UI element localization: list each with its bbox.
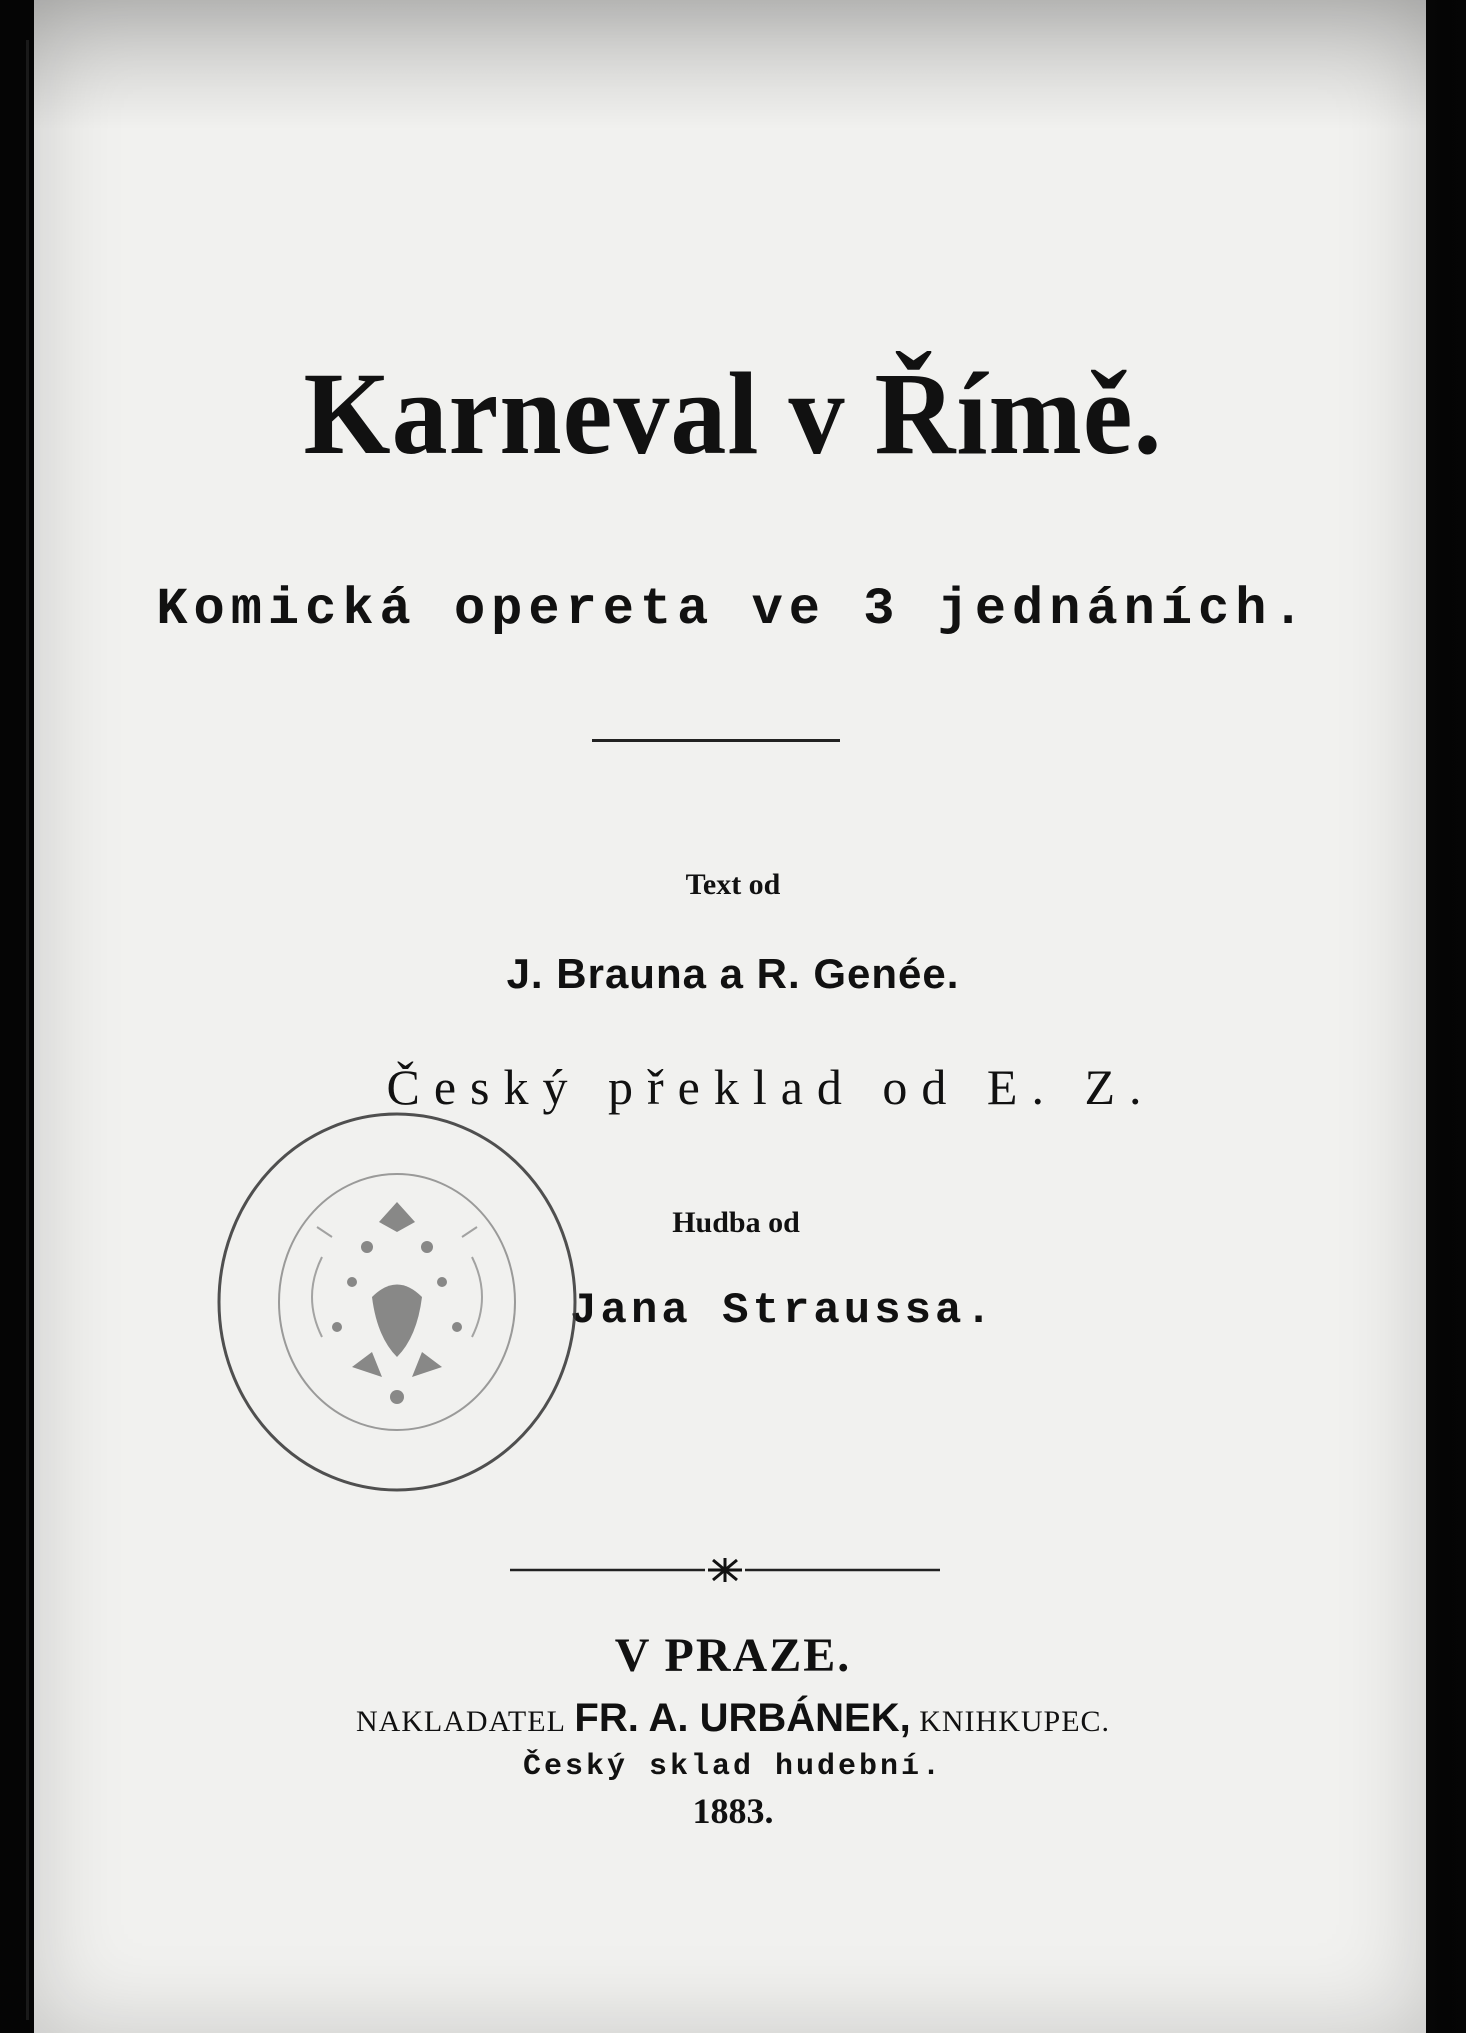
publisher-prefix: NAKLADATEL	[355, 1705, 566, 1738]
publisher-name: FR. A. URBÁNEK,	[574, 1696, 911, 1740]
translation-credit: Český překlad od E. Z.	[386, 1059, 1156, 1115]
book-subtitle: Komická opereta ve 3 jednáních.	[156, 580, 1310, 639]
book-title: Karneval v Římě.	[303, 348, 1163, 480]
music-store: Český sklad hudební.	[522, 1750, 944, 1784]
page-shadow-top	[34, 0, 1426, 130]
music-by-label: Hudba od	[672, 1206, 800, 1239]
composer: Jana Straussa.	[570, 1286, 996, 1336]
text-by-label: Text od	[685, 868, 781, 901]
authors: J. Brauna a R. Genée.	[506, 950, 960, 997]
publisher-line	[0, 1696, 1466, 1741]
publisher-suffix: KNIHKUPEC.	[919, 1705, 1111, 1738]
publication-year: 1883.	[692, 1791, 774, 1831]
ornament-divider	[510, 1555, 940, 1585]
publication-place: V PRAZE.	[614, 1629, 852, 1682]
library-stamp-icon	[212, 1107, 582, 1497]
divider-rule	[592, 739, 840, 742]
